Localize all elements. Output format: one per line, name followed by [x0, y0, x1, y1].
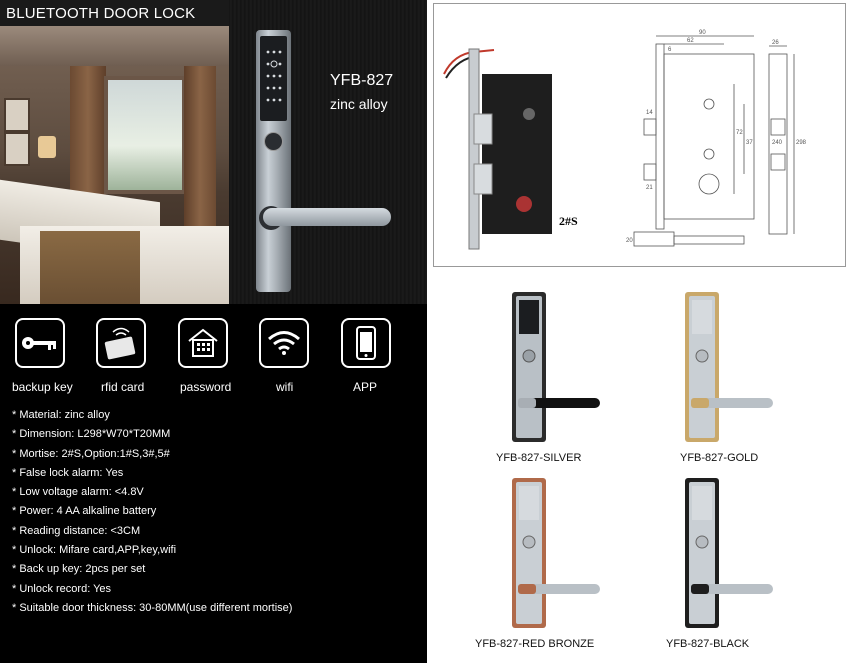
variant-red-bronze	[510, 478, 610, 633]
spec-item: * Mortise: 2#S,Option:1#S,3#,5#	[12, 447, 170, 460]
feature-label: APP	[353, 380, 378, 394]
variant-silver	[510, 292, 610, 447]
feature-label: password	[180, 380, 232, 394]
variant-label: YFB-827-RED BRONZE	[475, 638, 595, 650]
model-material: zinc alloy	[330, 96, 388, 112]
window	[104, 76, 186, 194]
model-name: YFB-827	[330, 72, 394, 89]
spec-list	[12, 406, 422, 618]
lamp	[38, 136, 56, 158]
lever-handle	[263, 208, 391, 226]
spec-item: * Low voltage alarm: <4.8V	[12, 486, 144, 499]
lock-red-bronze-image	[510, 478, 610, 633]
feature-icons	[0, 304, 427, 404]
bedroom-photo	[0, 26, 229, 304]
spec-item: * Dimension: L298*W70*T20MM	[12, 428, 171, 441]
dim-label: 14	[646, 110, 653, 116]
dim-label: 26	[772, 40, 779, 46]
dim-label: 298	[796, 140, 807, 146]
spec-item: * Suitable door thickness: 30-80MM(use different mortise)	[12, 601, 293, 614]
dim-label: 90	[699, 30, 706, 36]
lock-gold-image	[683, 292, 783, 447]
smartphone-icon	[341, 318, 391, 368]
lock-black-image	[683, 478, 783, 633]
variant-label: YFB-827-SILVER	[496, 452, 582, 464]
lock-hero	[229, 0, 427, 304]
bed-runner	[40, 231, 140, 304]
wifi-icon	[259, 318, 309, 368]
spec-item: * Unlock record: Yes	[12, 582, 112, 595]
spec-item: * Material: zinc alloy	[12, 409, 110, 421]
curtain	[184, 66, 216, 236]
keypad-icon	[260, 36, 287, 121]
dim-label: 72	[736, 130, 743, 136]
variant-gold	[683, 292, 783, 447]
wall-frame	[4, 98, 30, 132]
dim-label: 62	[687, 38, 694, 44]
fingerprint-button-icon	[264, 132, 283, 151]
page-title: BLUETOOTH DOOR LOCK	[6, 5, 196, 22]
key-icon	[15, 318, 65, 368]
lock-plate	[256, 30, 291, 292]
mortise-label: 2#S	[559, 214, 578, 228]
spec-item: * Reading distance: <3CM	[12, 524, 141, 537]
mortise-diagram	[433, 3, 846, 267]
keypad-glass	[260, 36, 287, 121]
title-bar	[0, 0, 229, 26]
mortise-drawing	[434, 4, 845, 266]
house-keypad-icon	[178, 318, 228, 368]
feature-label: wifi	[276, 380, 294, 394]
wall-frame	[4, 132, 30, 166]
dim-label: 6	[668, 47, 672, 53]
spec-item: * Power: 4 AA alkaline battery	[12, 505, 157, 518]
dim-label: 20	[626, 238, 633, 244]
room-ceiling	[0, 26, 229, 66]
spec-item: * Unlock: Mifare card,APP,key,wifi	[12, 544, 177, 557]
feature-label: backup key	[12, 380, 73, 394]
spec-item: * Back up key: 2pcs per set	[12, 563, 146, 576]
dim-label: 240	[772, 140, 783, 146]
card-icon	[96, 318, 146, 368]
variant-black	[683, 478, 783, 633]
dim-label: 37	[746, 140, 753, 146]
lock-silver-image	[510, 292, 610, 447]
spec-item: * False lock alarm: Yes	[12, 466, 124, 479]
variant-label: YFB-827-BLACK	[666, 638, 750, 650]
variant-label: YFB-827-GOLD	[680, 452, 759, 464]
dim-label: 21	[646, 185, 653, 191]
feature-label: rfid card	[101, 380, 145, 394]
